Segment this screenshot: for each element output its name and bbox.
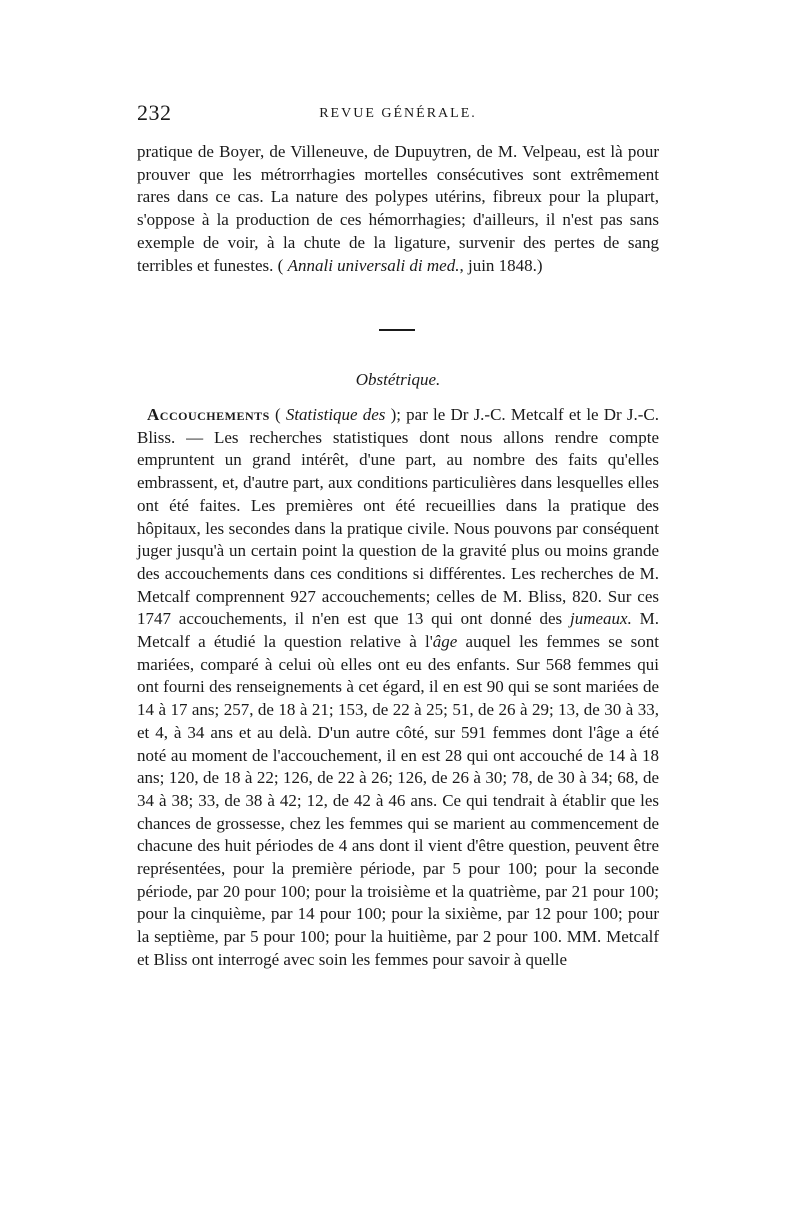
article-lead: Accouchements <box>147 405 270 424</box>
paragraph-body-b: M. Metcalf a étudié la question relative à l' <box>137 609 659 652</box>
running-title: REVUE GÉNÉRALE. <box>319 106 477 121</box>
running-head <box>137 100 659 130</box>
paragraph-polypes <box>137 141 659 277</box>
lead-italic: Statistique des <box>285 405 386 424</box>
citation-date: , juin 1848.) <box>459 255 543 275</box>
paragraph-body: pratique de Boyer, de Villeneuve, de Dupuytren, de M. Velpeau, est là pour prouver que les métrorrhagies mortelles consécutives sont extrêmement rares dans ce cas. La nature des polypes utérins, fibreux pour la plupart, s'oppose à la production de ces hémorrhagies; d'ailleurs, il n'est pas sans exemple de voir, à la chute de la ligature, survenir des pertes de sang terribles et funestes. ( <box>137 142 659 275</box>
citation-journal: Annali universali di med. <box>287 255 460 275</box>
paragraph-text <box>137 141 659 277</box>
paragraph-body-c: auquel les femmes se sont mariées, comparé à celui où elles ont eu des enfants. Sur 568 femmes qui ont fourni des renseignements à cet égard, il en est 90 qui se sont mariées de 14 à 17 ans; 257, de 18 à 21; 153, de 22 à 25; 51, de 26 à 29; 13, de 30 à 33, et 4, à 34 ans et au delà. D'un autre côté, sur 591 femmes dont l'âge a été noté au moment de l'accouchement, il en est 28 qui ont accouché de 14 à 18 ans; 120, de 18 à 22; 126, de 22 à 26; 126, de 26 à 30; 78, de 30 à 34; 68, de 34 à 38; 33, de 38 à 42; 12, de 42 à 46 ans. Ce qui tendrait à établir que les chances de grossesse, chez les femmes qui se marient au commencement de chacune des huit périodes de 4 ans dont il vient d'être question, peuvent être représentées, pour la première période, par 5 pour 100; pour la seconde période, par 20 pour 100; pour la troisième et la quatrième, par 21 pour 100; pour la cinquième, par 14 pour 100; pour la sixième, par 12 pour 100; pour la septième, par 5 pour 100; pour la huitième, par 2 pour 100. MM. Metcalf et Bliss ont interrogé avec soin les femmes pour savoir à quelle <box>137 632 659 969</box>
page-number: 232 <box>137 100 172 125</box>
section-separator <box>379 329 415 331</box>
italic-jumeaux: jumeaux. <box>569 609 632 629</box>
paragraph-text <box>137 404 659 972</box>
italic-age: âge <box>432 632 458 652</box>
paragraph-accouchements <box>137 404 659 972</box>
section-title: Obstétrique. <box>355 370 441 389</box>
lead-paren: ( <box>269 405 286 424</box>
paragraph-body-a: ); par le Dr J.-C. Metcalf et le Dr J.-C. Bliss. — Les recherches statistiques dont nous allons rendre compte empruntent un grand intérêt, d'une part, au nombre des faits qu'elles embrassent, et, d'autre part, aux conditions particulières dans lesquelles elles ont été faites. Les premières ont été recueillies dans la pratique des hôpitaux, les secondes dans la pratique civile. Nous pouvons par conséquent juger jusqu'à un certain point la question de la gravité plus ou moins grande des accouchements dans ces conditions si différentes. Les recherches de M. Metcalf comprennent 927 accouchements; celles de M. Bliss, 820. Sur ces 1747 accouchements, il n'en est que 13 qui ont donné des <box>137 405 659 629</box>
